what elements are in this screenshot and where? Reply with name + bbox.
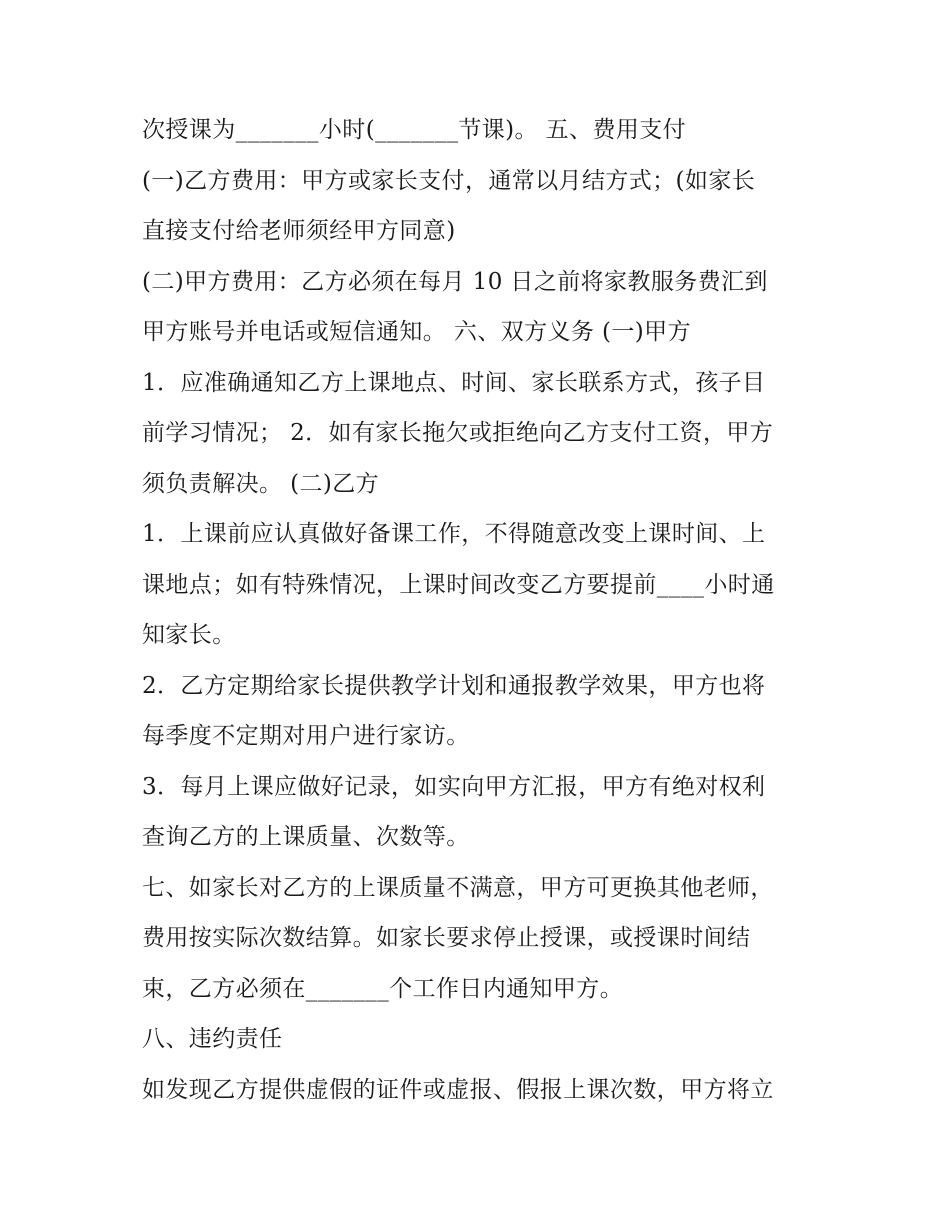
- text-line: 3．每月上课应做好记录，如实向甲方汇报，甲方有绝对权利: [142, 773, 766, 800]
- text-line: 束，乙方必须在_______个工作日内通知甲方。: [142, 975, 624, 1002]
- text-line: 次授课为_______小时(_______节课)。 五、费用支付: [142, 117, 687, 143]
- text-line: 知家长。: [142, 622, 236, 648]
- text-line: 查询乙方的上课质量、次数等。: [142, 824, 470, 850]
- text-line: (一)乙方费用：甲方或家长支付，通常以月结方式；(如家长: [142, 167, 756, 194]
- text-line: 直接支付给老师须经甲方同意): [142, 218, 456, 244]
- text-line: 2．乙方定期给家长提供教学计划和通报教学效果，甲方也将: [142, 672, 766, 699]
- text-line: 如发现乙方提供虚假的证件或虚报、假报上课次数，甲方将立: [142, 1076, 774, 1103]
- text-line: 1．应准确通知乙方上课地点、时间、家长联系方式，孩子目: [142, 369, 766, 396]
- text-line: 前学习情况； 2．如有家长拖欠或拒绝向乙方支付工资，甲方: [142, 420, 774, 446]
- text-line: 须负责解决。 (二)乙方: [142, 470, 380, 497]
- text-line: (二)甲方费用：乙方必须在每月 10 日之前将家教服务费汇到: [142, 268, 768, 295]
- text-line: 七、如家长对乙方的上课质量不满意，甲方可更换其他老师，: [142, 874, 774, 901]
- document-body: [142, 110, 832, 1120]
- text-line: 甲方账号并电话或短信通知。 六、双方义务 (一)甲方: [142, 319, 691, 345]
- text-line: 1．上课前应认真做好备课工作，不得随意改变上课时间、上: [142, 521, 766, 547]
- text-line: 每季度不定期对用户进行家访。: [142, 723, 470, 749]
- text-line: 课地点；如有特殊情况，上课时间改变乙方要提前____小时通: [142, 571, 775, 598]
- text-line: 费用按实际次数结算。如家长要求停止授课，或授课时间结: [142, 925, 751, 951]
- text-line: 八、违约责任: [142, 1026, 283, 1052]
